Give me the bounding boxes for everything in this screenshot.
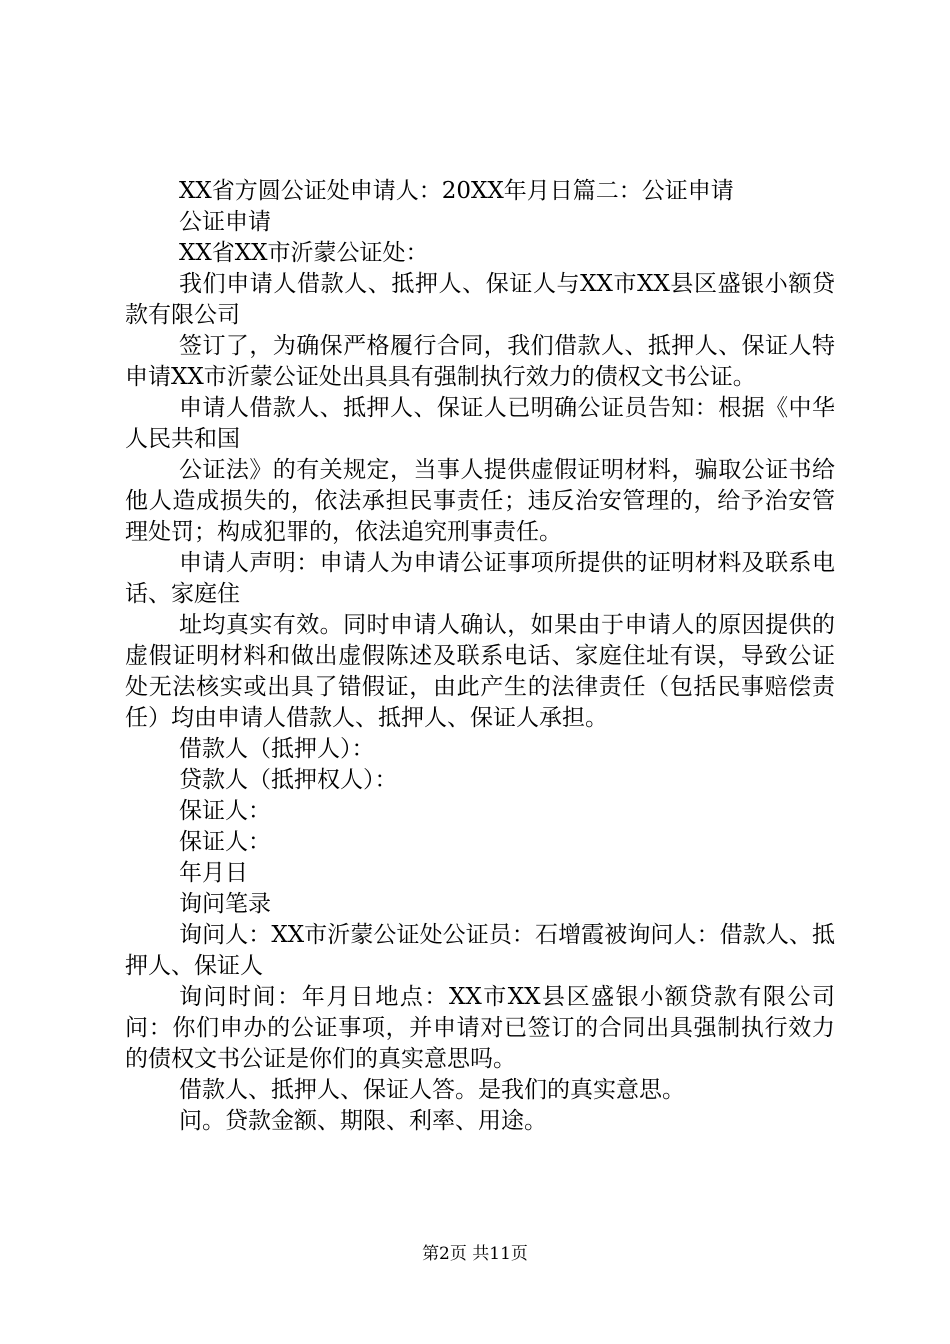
paragraph: 询问人：XX市沂蒙公证处公证员：石增霞被询问人：借款人、抵押人、保证人 — [125, 922, 835, 979]
signature-line-guarantor: 保证人： — [179, 798, 271, 824]
date-line: 年月日 — [179, 860, 248, 886]
paragraph: 签订了，为确保严格履行合同，我们借款人、抵押人、保证人特申请XX市沂蒙公证处出具具有强制执行效力的债权文书公证。 — [125, 333, 835, 390]
paragraph: 我们申请人借款人、抵押人、保证人与XX市XX县区盛银小额贷款有限公司 — [125, 271, 835, 328]
document-body — [125, 176, 835, 1137]
signature-line-lender: 贷款人（抵押权人）： — [179, 767, 398, 793]
section-heading: 询问笔录 — [179, 891, 271, 917]
paragraph: 借款人、抵押人、保证人答。是我们的真实意思。 — [179, 1077, 685, 1103]
paragraph: 申请人借款人、抵押人、保证人已明确公证员告知：根据《中华人民共和国 — [125, 395, 835, 452]
paragraph: 问。贷款金额、期限、利率、用途。 — [179, 1108, 547, 1134]
addressee: XX省XX市沂蒙公证处： — [179, 240, 429, 266]
paragraph: 询问时间：年月日地点：XX市XX县区盛银小额贷款有限公司问：你们申办的公证事项，并申请对已签订的合同出具强制执行效力的债权文书公证是你们的真实意思吗。 — [125, 984, 835, 1072]
page-number-footer: 第2页 共11页 — [422, 1244, 528, 1264]
signature-line-borrower: 借款人（抵押人）： — [179, 736, 375, 762]
paragraph: XX省方圆公证处申请人：20XX年月日篇二：公证申请 — [179, 178, 734, 204]
section-heading: 公证申请 — [179, 209, 271, 235]
paragraph: 公证法》的有关规定，当事人提供虚假证明材料，骗取公证书给他人造成损失的，依法承担民事责任；违反治安管理的，给予治安管理处罚；构成犯罪的，依法追究刑事责任。 — [125, 457, 835, 545]
paragraph: 申请人声明：申请人为申请公证事项所提供的证明材料及联系电话、家庭住 — [125, 550, 835, 607]
paragraph: 址均真实有效。同时申请人确认，如果由于申请人的原因提供的虚假证明材料和做出虚假陈述及联系电话、家庭住址有误，导致公证处无法核实或出具了错假证，由此产生的法律责任（包括民事赔偿责任）均由申请人借款人、抵押人、保证人承担。 — [125, 612, 835, 731]
signature-line-guarantor: 保证人： — [179, 829, 271, 855]
